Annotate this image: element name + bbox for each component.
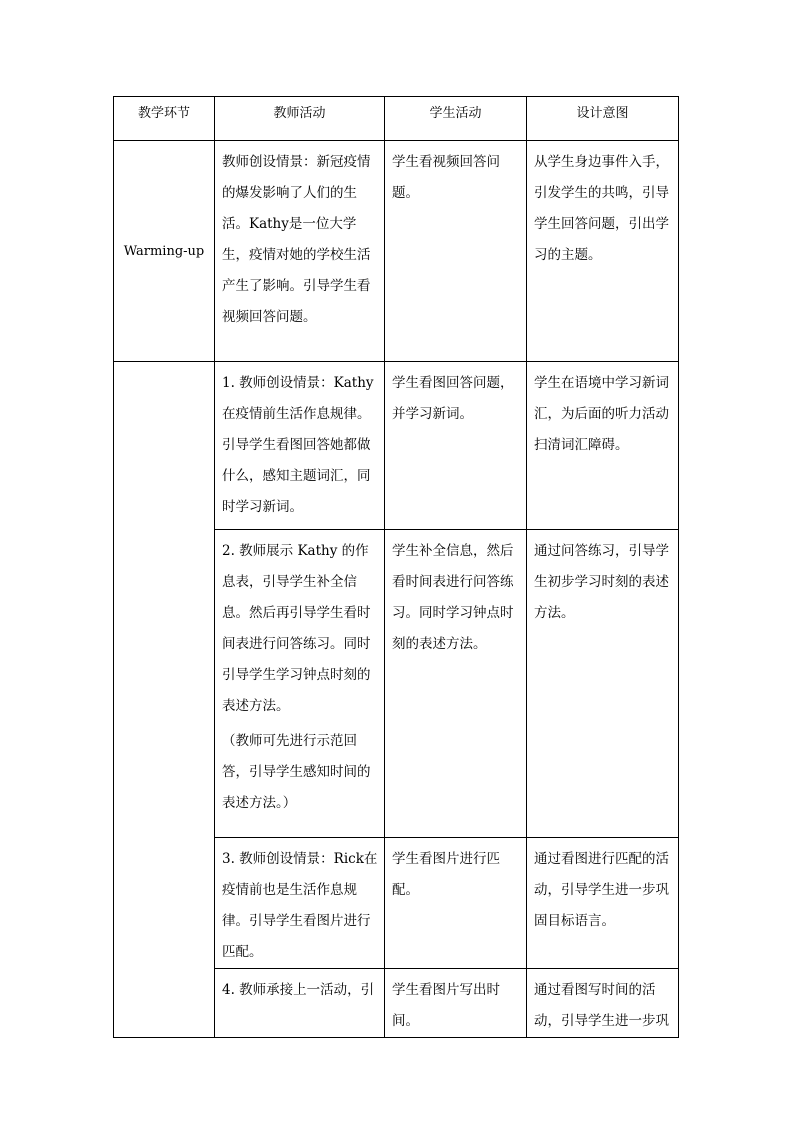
teacher-activity-cell: 1. 教师创设情景：Kathy在疫情前生活作息规律。引导学生看图回答她都做什么，感知主题词汇，同时学习新词。 xyxy=(215,362,385,530)
student-activity-cell: 学生看图回答问题，并学习新词。 xyxy=(385,362,527,530)
lesson-plan-table xyxy=(113,96,679,1038)
teacher-activity-cell: 2. 教师展示 Kathy 的作息表，引导学生补全信息。然后再引导学生看时间表进行问答练习。同时引导学生学习钟点时刻的表述方法。 （教师可先进行示范回答，引导学生感知时间的表述方法。） xyxy=(215,530,385,838)
teacher-activity-cell: 教师创设情景：新冠疫情的爆发影响了人们的生活。Kathy是一位大学生，疫情对她的学校生活产生了影响。引导学生看视频回答问题。 xyxy=(215,141,385,362)
design-intent-cell: 通过问答练习，引导学生初步学习时刻的表述方法。 xyxy=(527,530,679,838)
teacher-note: （教师可先进行示范回答，引导学生感知时间的表述方法。） xyxy=(222,733,371,811)
design-intent-cell: 通过看图进行匹配的活动，引导学生进一步巩固目标语言。 xyxy=(527,838,679,969)
table-row xyxy=(114,141,679,362)
teacher-activity-cell: 3. 教师创设情景：Rick在疫情前也是生活作息规律。引导学生看图片进行匹配。 xyxy=(215,838,385,969)
header-teaching-stage: 教学环节 xyxy=(114,97,215,141)
student-activity-cell: 学生看图片进行匹配。 xyxy=(385,838,527,969)
student-activity-cell: 学生看视频回答问题。 xyxy=(385,141,527,362)
stage-cell-empty xyxy=(114,362,215,1038)
design-intent-cell: 通过看图写时间的活动，引导学生进一步巩 xyxy=(527,969,679,1038)
header-teacher-activity: 教师活动 xyxy=(215,97,385,141)
table-row xyxy=(114,362,679,530)
student-activity-cell: 学生看图片写出时间。 xyxy=(385,969,527,1038)
design-intent-cell: 从学生身边事件入手，引发学生的共鸣，引导学生回答问题，引出学习的主题。 xyxy=(527,141,679,362)
teacher-activity-cell: 4. 教师承接上一活动，引 xyxy=(215,969,385,1038)
header-student-activity: 学生活动 xyxy=(385,97,527,141)
table-header-row xyxy=(114,97,679,141)
header-design-intent: 设计意图 xyxy=(527,97,679,141)
design-intent-cell: 学生在语境中学习新词汇，为后面的听力活动扫清词汇障碍。 xyxy=(527,362,679,530)
stage-warming-up: Warming-up xyxy=(114,141,215,362)
student-activity-cell: 学生补全信息，然后看时间表进行问答练习。同时学习钟点时刻的表述方法。 xyxy=(385,530,527,838)
